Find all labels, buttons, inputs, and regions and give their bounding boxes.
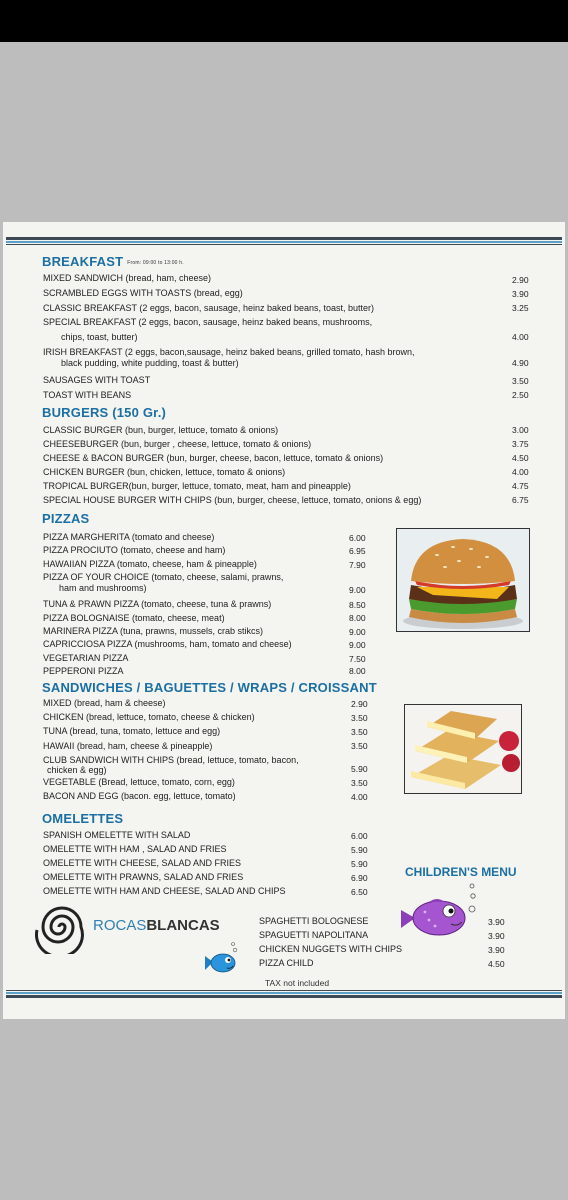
item-price: 6.00 [349,533,366,543]
item-price: 3.50 [351,713,368,723]
section-title-breakfast: BREAKFAST From: 09:00 to 13:00 h. [42,254,184,269]
menu-item: CHICKEN NUGGETS WITH CHIPS [259,944,403,954]
top-band [6,237,562,240]
menu-item: SPANISH OMELETTE WITH SALAD [43,830,191,840]
item-price: 9.00 [349,640,366,650]
menu-item: TROPICAL BURGER(bun, burger, lettuce, tomato, meat, ham and pineapple) [43,481,351,491]
item-price: 3.75 [512,439,529,449]
section-title-pizzas: PIZZAS [42,511,90,526]
menu-item: HAWAII (bread, ham, cheese & pineapple) [43,741,213,751]
menu-item: TUNA (bread, tuna, tomato, lettuce and egg) [43,726,221,736]
menu-item: HAWAIIAN PIZZA (tomato, cheese, ham & pineapple) [43,559,257,569]
menu-item: CHEESE & BACON BURGER (bun, burger, cheese, bacon, lettuce, tomato & onions) [43,453,384,463]
item-price: 8.00 [349,666,366,676]
item-price: 2.50 [512,390,529,400]
item-price: 3.25 [512,303,529,313]
item-price: 2.90 [351,699,368,709]
item-price: 4.50 [488,959,505,969]
menu-item: SPECIAL BREAKFAST (2 eggs, bacon, sausage, heinz baked beans, mushrooms, [43,317,373,327]
bottom-band-accent [6,992,562,994]
menu-item: CLASSIC BREAKFAST (2 eggs, bacon, sausage, heinz baked beans, toast, butter) [43,303,375,313]
menu-item: SPECIAL HOUSE BURGER WITH CHIPS (bun, burger, cheese, lettuce, tomato, onions & egg) [43,495,422,505]
bottom-band [6,995,562,998]
item-price: 6.50 [351,887,368,897]
menu-item: PIZZA OF YOUR CHOICE (tomato, cheese, salami, prawns, [43,572,284,582]
menu-item: MIXED (bread, ham & cheese) [43,698,166,708]
item-price: 3.50 [351,741,368,751]
item-price: 3.00 [512,425,529,435]
item-price: 6.75 [512,495,529,505]
menu-item: VEGETARIAN PIZZA [43,653,129,663]
menu-item: CHICKEN (bread, lettuce, tomato, cheese & chicken) [43,712,255,722]
menu-item: TOAST WITH BEANS [43,390,132,400]
item-price: 7.90 [349,560,366,570]
section-title-sandwiches: SANDWICHES / BAGUETTES / WRAPS / CROISSANT [42,680,377,695]
item-price: 9.00 [349,585,366,595]
menu-item: IRISH BREAKFAST (2 eggs, bacon,sausage, heinz baked beans, grilled tomato, hash brown, [43,347,415,357]
item-price: 7.50 [349,654,366,664]
menu-item: OMELETTE WITH PRAWNS, SALAD AND FRIES [43,872,244,882]
item-price: 6.90 [351,873,368,883]
tax-note: TAX not included [265,978,330,988]
purple-fish-icon [399,896,471,940]
menu-item: TUNA & PRAWN PIZZA (tomato, cheese, tuna & prawns) [43,599,272,609]
section-title-omelettes: OMELETTES [42,811,124,826]
item-price: 2.90 [512,275,529,285]
item-price: 3.90 [488,917,505,927]
item-price: 8.00 [349,613,366,623]
bottom-band-thin [6,990,562,991]
menu-item: SPAGHETTI BOLOGNESE [259,916,369,926]
menu-item: OMELETTE WITH HAM AND CHEESE, SALAD AND CHIPS [43,886,286,896]
item-price: 3.50 [351,727,368,737]
menu-item: VEGETABLE (Bread, lettuce, tomato, corn, egg) [43,777,235,787]
item-price: 3.90 [488,931,505,941]
item-price: 9.00 [349,627,366,637]
status-bar [0,0,568,42]
item-price: 5.90 [351,764,368,774]
item-price: 6.00 [351,831,368,841]
item-price: 3.50 [512,376,529,386]
menu-item-continued: ham and mushrooms) [59,583,147,593]
item-price: 3.90 [512,289,529,299]
spiral-logo-icon [33,900,91,954]
item-price: 6.95 [349,546,366,556]
menu-item: PIZZA MARGHERITA (tomato and cheese) [43,532,215,542]
menu-item: PIZZA PROCIUTO (tomato, cheese and ham) [43,545,226,555]
menu-item: MARINERA PIZZA (tuna, prawns, mussels, crab stikcs) [43,626,264,636]
section-title-children: CHILDREN'S MENU [405,865,517,879]
menu-item: CHICKEN BURGER (bun, chicken, lettuce, tomato & onions) [43,467,286,477]
item-price: 4.75 [512,481,529,491]
menu-item: SPAGUETTI NAPOLITANA [259,930,369,940]
menu-item: CHEESEBURGER (bun, burger , cheese, lettuce, tomato & onions) [43,439,312,449]
item-price: 4.00 [351,792,368,802]
section-title-burgers: BURGERS (150 Gr.) [42,405,167,420]
item-price: 4.50 [512,453,529,463]
blue-fish-icon [203,940,241,976]
menu-item: PIZZA BOLOGNAISE (tomato, cheese, meat) [43,613,225,623]
menu-item: SAUSAGES WITH TOAST [43,375,151,385]
menu-item: CLUB SANDWICH WITH CHIPS (bread, lettuce, tomato, bacon, [43,755,299,765]
menu-item-continued: chicken & egg) [47,765,107,775]
breakfast-hours: From: 09:00 to 13:00 h. [127,259,184,266]
menu-item: PIZZA CHILD [259,958,314,968]
burger-photo [396,528,530,632]
menu-item-continued: black pudding, white pudding, toast & butter) [61,358,239,368]
top-band-thin [6,244,562,245]
item-price: 4.00 [512,332,529,342]
menu-item: OMELETTE WITH HAM , SALAD AND FRIES [43,844,227,854]
menu-item: SCRAMBLED EGGS WITH TOASTS (bread, egg) [43,288,243,298]
sandwich-photo [404,704,522,794]
item-price: 3.90 [488,945,505,955]
menu-item: OMELETTE WITH CHEESE, SALAD AND FRIES [43,858,242,868]
menu-item: PEPPERONI PIZZA [43,666,124,676]
menu-page [3,222,565,1019]
item-price: 8.50 [349,600,366,610]
menu-item: CLASSIC BURGER (bun, burger, lettuce, tomato & onions) [43,425,279,435]
menu-item-continued: chips, toast, butter) [61,332,138,342]
item-price: 3.50 [351,778,368,788]
item-price: 5.90 [351,845,368,855]
menu-item: MIXED SANDWICH (bread, ham, cheese) [43,273,212,283]
brand-logo-text: ROCASBLANCAS [93,917,220,934]
menu-item: CAPRICCIOSA PIZZA (mushrooms, ham, tomato and cheese) [43,639,292,649]
top-band-accent [6,241,562,243]
item-price: 4.90 [512,358,529,368]
item-price: 5.90 [351,859,368,869]
menu-item: BACON AND EGG (bacon. egg, lettuce, tomato) [43,791,236,801]
item-price: 4.00 [512,467,529,477]
